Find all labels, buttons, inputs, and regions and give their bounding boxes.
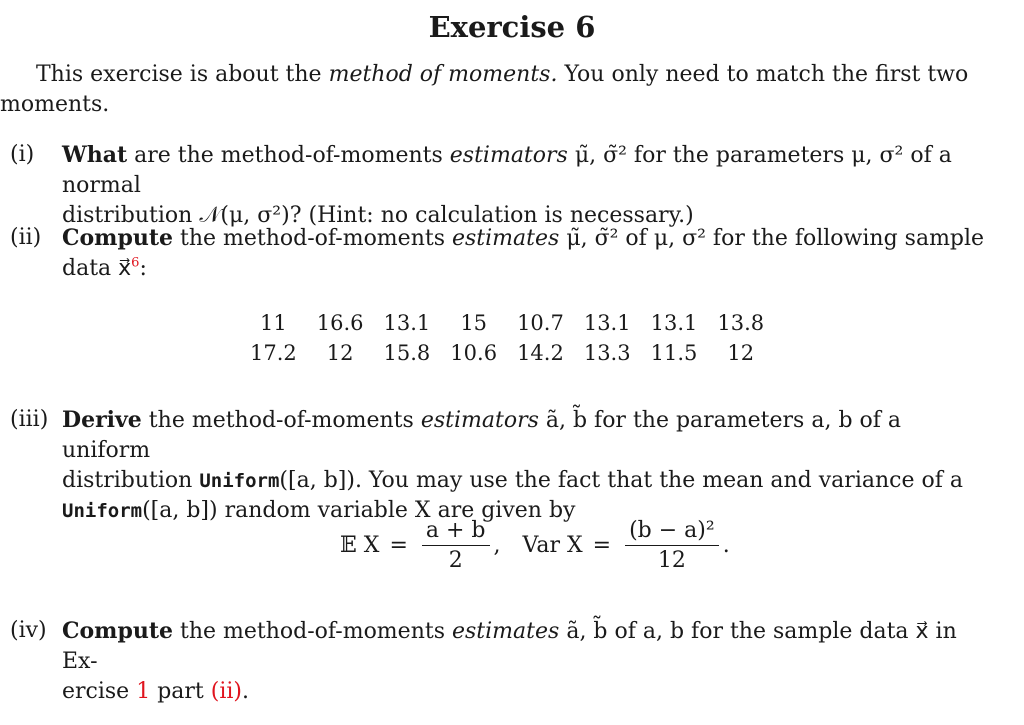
- item-ii: [10, 223, 990, 284]
- code-term: Uniform: [62, 500, 143, 522]
- data-cell: 14.2: [517, 341, 564, 365]
- item-body: [62, 223, 990, 284]
- item-number: (iii): [10, 407, 49, 432]
- item-emphasis: estimators: [420, 408, 539, 433]
- intro-emphasis: method of moments.: [328, 62, 558, 87]
- item-verb: Derive: [62, 407, 142, 433]
- data-cell: 13.1: [383, 311, 431, 335]
- data-cell: 10.6: [450, 341, 498, 365]
- item-text: ã, b̃ of a, b for the sample data x⃗ in Ex-: [62, 619, 957, 674]
- sample-data-table: [240, 308, 774, 368]
- item-text: part: [150, 679, 211, 704]
- fraction-numerator: a + b: [422, 518, 490, 546]
- item-number: (i): [10, 142, 35, 167]
- exercise-ref-link[interactable]: 1: [136, 679, 151, 704]
- item-number: (ii): [10, 225, 42, 250]
- item-emphasis: estimates: [452, 619, 560, 644]
- data-cell: 16.6: [316, 311, 364, 335]
- item-text: data x⃗: [62, 256, 132, 281]
- data-cell: 11.5: [650, 341, 698, 365]
- data-cell: 13.8: [717, 311, 765, 335]
- data-cell: 13.3: [583, 341, 631, 365]
- fraction-denominator: 12: [657, 548, 686, 573]
- item-text: are the method-of-moments: [127, 143, 450, 168]
- item-emphasis: estimators: [449, 143, 568, 168]
- mean-fraction: [422, 518, 490, 573]
- item-i: [10, 140, 990, 231]
- intro-text: This exercise is about the: [36, 62, 329, 87]
- table-row: [240, 338, 774, 368]
- formula-comma: ,: [493, 533, 501, 558]
- data-cell: 12: [326, 341, 354, 365]
- formula-period: .: [722, 533, 730, 558]
- exercise-title: Exercise 6: [428, 10, 596, 44]
- fraction-numerator: (b − a)²: [625, 518, 719, 546]
- data-cell: 15.8: [383, 341, 431, 365]
- item-text: the method-of-moments: [173, 226, 452, 251]
- data-cell: 13.1: [650, 311, 698, 335]
- item-text: ([a, b]) random variable X are given by: [142, 498, 576, 523]
- item-emphasis: estimates: [452, 226, 560, 251]
- table-row: [240, 308, 774, 338]
- item-text: :: [139, 256, 147, 281]
- intro-text: You only need to match the first two: [557, 62, 969, 87]
- item-text: the method-of-moments: [141, 408, 421, 433]
- part-ref-link[interactable]: (ii): [210, 679, 242, 704]
- intro-line-1: [0, 60, 990, 90]
- item-verb: Compute: [62, 225, 173, 251]
- intro-line-2: moments.: [0, 92, 110, 117]
- item-verb: Compute: [62, 618, 173, 644]
- item-body: [62, 140, 990, 231]
- intro-paragraph: [0, 60, 990, 120]
- variance-fraction: [625, 518, 719, 573]
- data-cell: 11: [260, 311, 287, 335]
- equals-sign: =: [592, 533, 612, 558]
- item-text: distribution 𝒩(μ, σ²)? (Hint: no calculation is necessary.): [62, 203, 694, 228]
- item-text: .: [242, 679, 249, 704]
- item-verb: What: [62, 142, 128, 168]
- item-body: [62, 405, 990, 526]
- expectation-label: 𝔼 X: [340, 533, 380, 558]
- item-number: (iv): [10, 618, 47, 643]
- code-term: Uniform: [199, 470, 280, 492]
- item-text: ercise: [62, 679, 137, 704]
- equals-sign: =: [389, 533, 408, 558]
- item-iv: [10, 616, 990, 707]
- item-iii: [10, 405, 990, 526]
- footnote-link[interactable]: 6: [131, 255, 140, 271]
- item-text: the method-of-moments: [173, 619, 452, 644]
- item-text: μ̃, σ̃² of μ, σ² for the following sample: [559, 226, 985, 251]
- item-text: ([a, b]). You may use the fact that the mean and variance of a: [279, 468, 963, 493]
- fraction-denominator: 2: [448, 548, 463, 573]
- data-cell: 17.2: [250, 341, 297, 365]
- data-cell: 10.7: [517, 311, 564, 335]
- item-text: μ̃, σ̃² for the parameters μ, σ² of a normal: [62, 143, 952, 198]
- moments-formula: [340, 518, 730, 573]
- item-text: distribution: [62, 468, 200, 493]
- data-cell: 12: [727, 341, 755, 365]
- data-cell: 15: [460, 311, 488, 335]
- data-cell: 13.1: [583, 311, 631, 335]
- item-body: [62, 616, 990, 707]
- variance-label: Var X: [522, 533, 583, 558]
- item-text: ã, b̃ for the parameters a, b of a uniform: [62, 408, 902, 463]
